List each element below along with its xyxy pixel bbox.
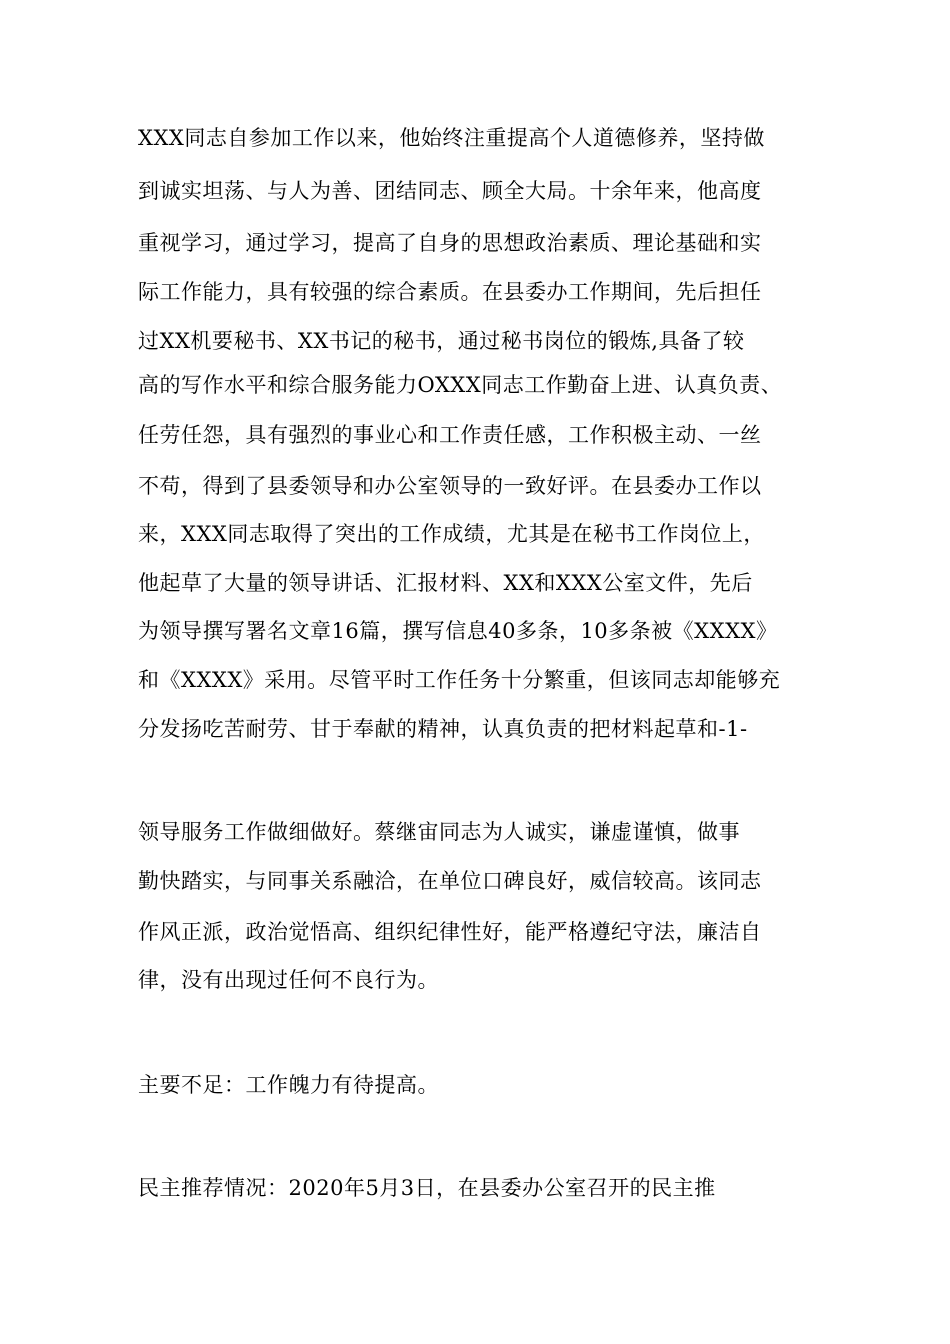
text-line: 勤快踏实，与同事关系融洽，在单位口碑良好，威信较高。该同志 <box>138 869 762 893</box>
text-line: 高的写作水平和综合服务能力OXXX同志工作勤奋上进、认真负责、 <box>138 373 783 397</box>
text-line: 重视学习，通过学习，提高了自身的思想政治素质、理论基础和实 <box>138 231 762 255</box>
text-line: 来，XXX同志取得了突出的工作成绩，尤其是在秘书工作岗位上， <box>138 522 765 546</box>
text-line: 分发扬吃苦耐劳、甘于奉献的精神，认真负责的把材料起草和-1- <box>138 717 748 741</box>
text-line: 过XX机要秘书、XX书记的秘书，通过秘书岗位的锻炼,具备了较 <box>138 329 745 353</box>
text-line: 到诚实坦荡、与人为善、团结同志、顾全大局。十余年来，他高度 <box>138 179 762 203</box>
shortcoming-paragraph: 主要不足：工作魄力有待提高。 <box>138 1073 439 1097</box>
text-line: 领导服务工作做细做好。蔡继宙同志为人诚实，谦虚谨慎，做事 <box>138 820 740 844</box>
text-line: 不苟，得到了县委领导和办公室领导的一致好评。在县委办工作以 <box>138 474 762 498</box>
text-line: 作风正派，政治觉悟高、组织纪律性好，能严格遵纪守法，廉洁自 <box>138 920 762 944</box>
text-line: 任劳任怨，具有强烈的事业心和工作责任感，工作积极主动、一丝 <box>138 423 762 447</box>
text-line: 为领导撰写署名文章16篇，撰写信息40多条，10多条被《XXXX》 <box>138 619 778 643</box>
text-line: 和《XXXX》采用。尽管平时工作任务十分繁重，但该同志却能够充 <box>138 668 781 692</box>
text-line: XXX同志自参加工作以来，他始终注重提高个人道德修养，坚持做 <box>138 126 765 150</box>
text-line: 律，没有出现过任何不良行为。 <box>138 968 439 992</box>
recommendation-paragraph: 民主推荐情况：2020年5月3日，在县委办公室召开的民主推 <box>138 1176 716 1200</box>
text-line: 他起草了大量的领导讲话、汇报材料、XX和XXX公室文件，先后 <box>138 571 753 595</box>
text-line: 际工作能力，具有较强的综合素质。在县委办工作期间，先后担任 <box>138 280 762 304</box>
